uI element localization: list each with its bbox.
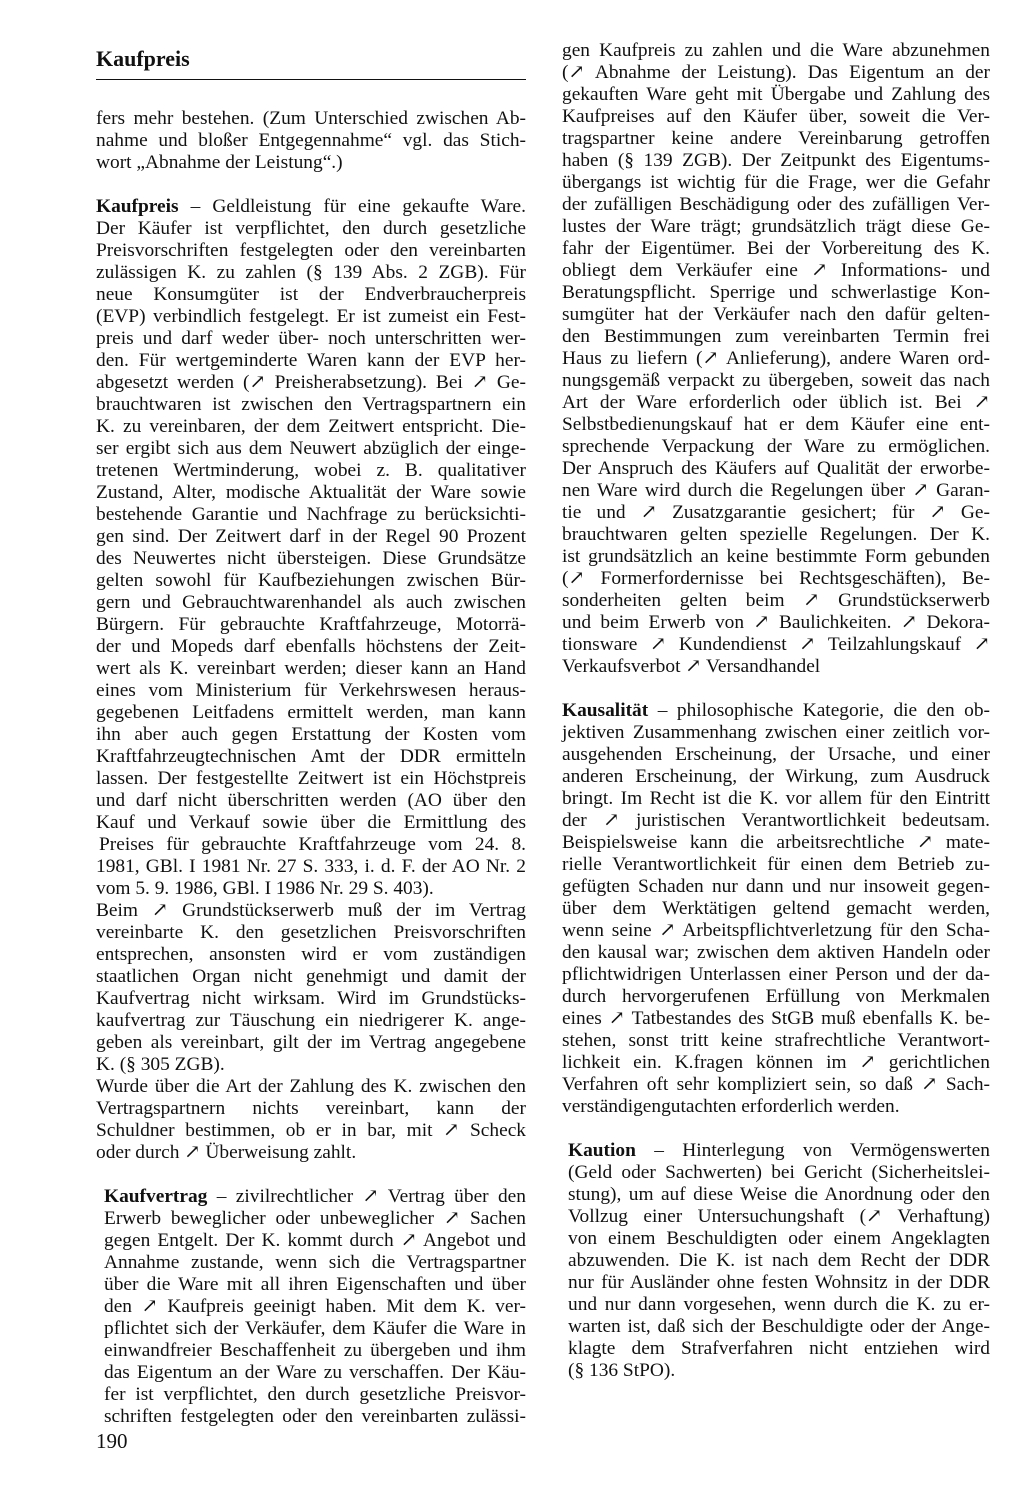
text-line: verständigengutachten erforderlich werden. <box>562 1096 900 1117</box>
text-line: Kaufpreises auf den Käufer über, soweit die Ver- <box>562 106 990 127</box>
text-line: entsprechen, ansonsten wird er vom zuständigen <box>96 944 526 965</box>
text-line: zulässigen K. zu zahlen (§ 139 Abs. 2 ZGB). Für <box>96 262 526 283</box>
header-rule <box>96 79 526 80</box>
text-line: fahr der Eigentümer. Bei der Vorbereitung des K. <box>562 238 990 259</box>
text-line: gefügten Schaden nur dann und nur insoweit gegen- <box>562 876 990 897</box>
entry-kaufpreis <box>96 196 526 900</box>
text-line: brauchtwaren ist zwischen den Vertragspartnern ein <box>96 394 526 415</box>
text-line <box>562 1140 990 1162</box>
text-line: K. zu vereinbaren, der dem Zeitwert entspricht. Die- <box>96 416 526 437</box>
text-line: Kaufvertrag nicht wirksam. Wird im Grundstücks- <box>96 988 526 1009</box>
text-line: nahme und bloßer Entgegennahme“ vgl. das Stich- <box>96 130 526 151</box>
text-line: fers mehr bestehen. (Zum Unterschied zwischen Ab- <box>96 108 526 129</box>
right-column <box>562 40 990 1382</box>
text-line: sumgüter hat der Verkäufer nach den dafür gelten- <box>562 304 990 325</box>
text-line: K. (§ 305 ZGB). <box>96 1054 225 1075</box>
text-line: staatlichen Organ nicht genehmigt und damit der <box>96 966 526 987</box>
text-line: bestehende Garantie und Nachfrage zu berücksichti- <box>96 504 526 525</box>
text-line: Wurde über die Art der Zahlung des K. zwischen den <box>96 1076 526 1097</box>
text-line: gelten sowohl für Kaufbeziehungen zwischen Bür- <box>96 570 526 591</box>
entry-lemma: Kaution <box>568 1140 636 1161</box>
text-line: der zufälligen Beschädigung oder des zufälligen Ver- <box>562 194 990 215</box>
text-line: sprechende Verpackung der Ware zu ermöglichen. <box>562 436 990 457</box>
text-line: oder durch ↗ Überweisung zahlt. <box>96 1142 357 1163</box>
entry-text: – Hinterlegung von Vermögenswerten <box>635 1140 990 1161</box>
text-line: über dem Werktätigen geltend gemacht werden, <box>562 898 990 919</box>
text-line: abgesetzt werden (↗ Preisherabsetzung). Bei ↗ Ge- <box>96 372 526 393</box>
text-line: Kauf und Verkauf sowie über die Ermittlung des <box>96 812 526 833</box>
text-line: kaufvertrag zur Täuschung ein niedrigerer K. ange- <box>96 1010 526 1031</box>
text-line <box>96 1186 526 1208</box>
text-line: eines ↗ Tatbestandes des StGB muß ebenfalls K. be- <box>562 1008 990 1029</box>
running-header-title: Kaufpreis <box>96 46 190 71</box>
text-line: Vertragspartnern nichts vereinbart, kann der <box>96 1098 526 1119</box>
text-line: schriften festgelegten oder den vereinbarten zulässi- <box>104 1406 526 1427</box>
text-line: Art der Ware erforderlich oder üblich ist. Bei ↗ <box>562 392 990 413</box>
text-line: (↗ Abnahme der Leistung). Das Eigentum an der <box>562 62 990 83</box>
text-line: den kausal war; zwischen dem aktiven Handeln oder <box>562 942 990 963</box>
text-line: nungsgemäß verpackt zu übergeben, soweit das nach <box>562 370 990 391</box>
text-line: Annahme zustande, wenn sich die Vertragspartner <box>104 1252 526 1273</box>
text-line: wenn seine ↗ Arbeitspflichtverletzung für den Scha- <box>562 920 990 941</box>
text-line: abzuwenden. Die K. ist nach dem Recht der DDR <box>568 1250 990 1271</box>
entry-text: – zivilrechtlicher ↗ Vertrag über den <box>207 1186 526 1207</box>
text-line: fer ist verpflichtet, den durch gesetzliche Preisvor- <box>104 1384 526 1405</box>
text-line: Beim ↗ Grundstückserwerb muß der im Vertrag <box>96 900 526 921</box>
text-line: Preises für gebrauchte Kraftfahrzeuge vom 24. 8. <box>99 834 526 855</box>
entry-lemma: Kaufvertrag <box>104 1186 208 1207</box>
text-line: Beispielsweise kann die arbeitsrechtliche ↗ mate- <box>562 832 990 853</box>
text-line: tretenen Wertminderung, wobei z. B. qualitativer <box>96 460 526 481</box>
text-line: warten ist, daß sich der Beschuldigte oder der Ange- <box>568 1316 990 1337</box>
text-line: wert als K. vereinbart werden; dieser kann an Hand <box>96 658 526 679</box>
text-line: und nur dann vorgesehen, wenn durch die K. zu er- <box>568 1294 990 1315</box>
text-line: nen Ware wird durch die Regelungen über ↗ Garan- <box>562 480 990 501</box>
entry-text: – Geldleistung für eine gekaufte Ware. <box>178 196 526 217</box>
entry-kaufvertrag <box>96 1186 526 1428</box>
text-line: übergangs ist wichtig für die Frage, wer die Gefahr <box>562 172 990 193</box>
text-line: Verkaufsverbot ↗ Versandhandel <box>562 656 821 677</box>
text-line: stehen, sonst tritt keine strafrechtliche Verantwort- <box>562 1030 990 1051</box>
text-line: tragspartner keine andere Vereinbarung getroffen <box>562 128 990 149</box>
text-line: tionsware ↗ Kundendienst ↗ Teilzahlungskauf ↗ <box>562 634 990 655</box>
text-line: gegen Entgelt. Der K. kommt durch ↗ Angebot und <box>104 1230 526 1251</box>
text-line: pflichtet sich der Verkäufer, dem Käufer die Ware in <box>104 1318 526 1339</box>
text-line: (Geld oder Sachwerten) bei Gericht (Sicherheitslei- <box>568 1162 990 1183</box>
text-line: Der Anspruch des Käufers auf Qualität der erworbe- <box>562 458 990 479</box>
text-line: durch hervorgerufenen Erfüllung von Merkmalen <box>562 986 990 1007</box>
text-line: klagte dem Strafverfahren nicht entziehen wird <box>568 1338 990 1359</box>
text-line: lassen. Der festgestellte Zeitwert ist ein Höchstpreis <box>96 768 526 789</box>
text-line: sonderheiten gelten beim ↗ Grundstückserwerb <box>562 590 990 611</box>
entry-lemma: Kaufpreis <box>96 196 179 217</box>
text-line <box>562 700 990 722</box>
text-line: lichkeit ein. K.fragen können im ↗ gerichtlichen <box>562 1052 990 1073</box>
text-line: den Bestimmungen zum vereinbarten Termin frei <box>562 326 990 347</box>
entry-lemma: Kausalität <box>562 700 649 721</box>
text-line: Verfahren oft sehr kompliziert sein, so daß ↗ Sach- <box>562 1074 990 1095</box>
text-line: ihn aber auch gegen Erstattung der Kosten vom <box>96 724 526 745</box>
text-line: Preisvorschriften festgelegten oder den vereinbarten <box>96 240 526 261</box>
text-line: der und Mopeds darf ebenfalls höchstens der Zeit- <box>96 636 526 657</box>
left-column <box>96 108 526 1428</box>
text-line: Vollzug einer Untersuchungshaft (↗ Verhaftung) <box>568 1206 990 1227</box>
entry-text: – philosophische Kategorie, die den ob- <box>648 700 990 721</box>
paragraph-grundstueckserwerb <box>96 900 526 1076</box>
text-line: und darf nicht überschritten werden (AO über den <box>96 790 526 811</box>
text-line: gern und Gebrauchtwarenhandel als auch zwischen <box>96 592 526 613</box>
text-line: tie und ↗ Zusatzgarantie gesichert; für ↗ Ge- <box>562 502 990 523</box>
text-line: haben (§ 139 ZGB). Der Zeitpunkt des Eigentums- <box>562 150 990 171</box>
text-line: den ↗ Kaufpreis geeinigt haben. Mit dem K. ver- <box>104 1296 526 1317</box>
text-line: (§ 136 StPO). <box>568 1360 676 1381</box>
text-line: vereinbarte K. den gesetzlichen Preisvorschriften <box>96 922 526 943</box>
text-line: den. Für wertgeminderte Waren kann der EVP her- <box>96 350 526 371</box>
text-line: gen Kaufpreis zu zahlen und die Ware abzunehmen <box>562 40 990 61</box>
text-line: über die Ware mit all ihren Eigenschaften und über <box>104 1274 526 1295</box>
text-line: obliegt dem Verkäufer eine ↗ Informations- und <box>562 260 990 281</box>
text-line: der ↗ juristischen Verantwortlichkeit bedeutsam. <box>562 810 990 831</box>
text-line: Haus zu liefern (↗ Anlieferung), andere Waren ord- <box>562 348 990 369</box>
text-line: brauchtwaren gelten spezielle Regelungen. Der K. <box>562 524 990 545</box>
text-line: preis und darf weder über- noch unterschritten wer- <box>96 328 526 349</box>
text-line: anderen Erscheinung, der Wirkung, zum Ausdruck <box>562 766 990 787</box>
text-line: wort „Abnahme der Leistung“.) <box>96 152 343 173</box>
text-line: nur für Ausländer ohne festen Wohnsitz in der DDR <box>568 1272 990 1293</box>
text-line: ist grundsätzlich an keine bestimmte Form gebunden <box>562 546 990 567</box>
text-line: bringt. Im Recht ist die K. vor allem für den Eintritt <box>562 788 990 809</box>
text-line: gen sind. Der Zeitwert darf in der Regel 90 Prozent <box>96 526 526 547</box>
text-line: Bürgern. Für gebrauchte Kraftfahrzeuge, Motorrä- <box>96 614 526 635</box>
text-line: gegebenen Leitfadens ermittelt werden, man kann <box>96 702 526 723</box>
text-line: stung), um auf diese Weise die Anordnung oder den <box>568 1184 990 1205</box>
text-line: Beratungspflicht. Sperrige und schwerlastige Kon- <box>562 282 990 303</box>
text-line: ser ergibt sich aus dem Neuwert abzüglich der einge- <box>96 438 526 459</box>
text-line: von einem Beschuldigten oder einem Angeklagten <box>568 1228 990 1249</box>
text-line: Kraftfahrzeugtechnischen Amt der DDR ermitteln <box>96 746 526 767</box>
continuation-paragraph <box>96 108 526 174</box>
text-line: eines vom Ministerium für Verkehrswesen heraus- <box>96 680 526 701</box>
text-line: (EVP) verbindlich festgelegt. Er ist zumeist ein Fest- <box>96 306 526 327</box>
entry-kaution <box>562 1140 990 1382</box>
text-line: des Neuwertes nicht übersteigen. Diese Grundsätze <box>96 548 526 569</box>
text-line: pflichtwidrigen Unterlassen einer Person und der da- <box>562 964 990 985</box>
text-line: lustes der Ware trägt; grundsätzlich trägt diese Ge- <box>562 216 990 237</box>
text-line: gekauften Ware geht mit Übergabe und Zahlung des <box>562 84 990 105</box>
text-line: jektiven Zusammenhang zwischen einer zeitlich vor- <box>562 722 990 743</box>
text-line: und beim Erwerb von ↗ Baulichkeiten. ↗ Dekora- <box>562 612 990 633</box>
text-line <box>96 196 526 218</box>
page-number: 190 <box>96 1429 128 1453</box>
text-line: vom 5. 9. 1986, GBl. I 1986 Nr. 29 S. 403). <box>96 878 434 899</box>
text-line: geben als vereinbart, gilt der im Vertrag angegebene <box>96 1032 526 1053</box>
paragraph-zahlung <box>96 1076 526 1164</box>
text-line: (↗ Formerfordernisse bei Rechtsgeschäften), Be- <box>562 568 990 589</box>
text-line: Erwerb beweglicher oder unbeweglicher ↗ Sachen <box>104 1208 526 1229</box>
text-line: Zustand, Alter, modische Aktualität der Ware sowie <box>96 482 526 503</box>
text-line: 1981, GBl. I 1981 Nr. 27 S. 333, i. d. F. der AO Nr. 2 <box>96 856 526 877</box>
entry-kausalitaet <box>562 700 990 1118</box>
text-line: ausgehenden Erscheinung, der Ursache, und einer <box>562 744 990 765</box>
continuation-kaufvertrag <box>562 40 990 678</box>
text-line: rielle Verantwortlichkeit für einen dem Betrieb zu- <box>562 854 990 875</box>
text-line: das Eigentum an der Ware zu verschaffen. Der Käu- <box>104 1362 526 1383</box>
text-line: neue Konsumgüter ist der Endverbraucherpreis <box>96 284 526 305</box>
text-line: Schuldner bestimmen, ob er in bar, mit ↗ Scheck <box>96 1120 526 1141</box>
text-line: Der Käufer ist verpflichtet, den durch gesetzliche <box>96 218 526 239</box>
text-line: Selbstbedienungskauf hat er dem Käufer eine ent- <box>562 414 990 435</box>
text-line: einwandfreier Beschaffenheit zu übergeben und ihm <box>104 1340 526 1361</box>
